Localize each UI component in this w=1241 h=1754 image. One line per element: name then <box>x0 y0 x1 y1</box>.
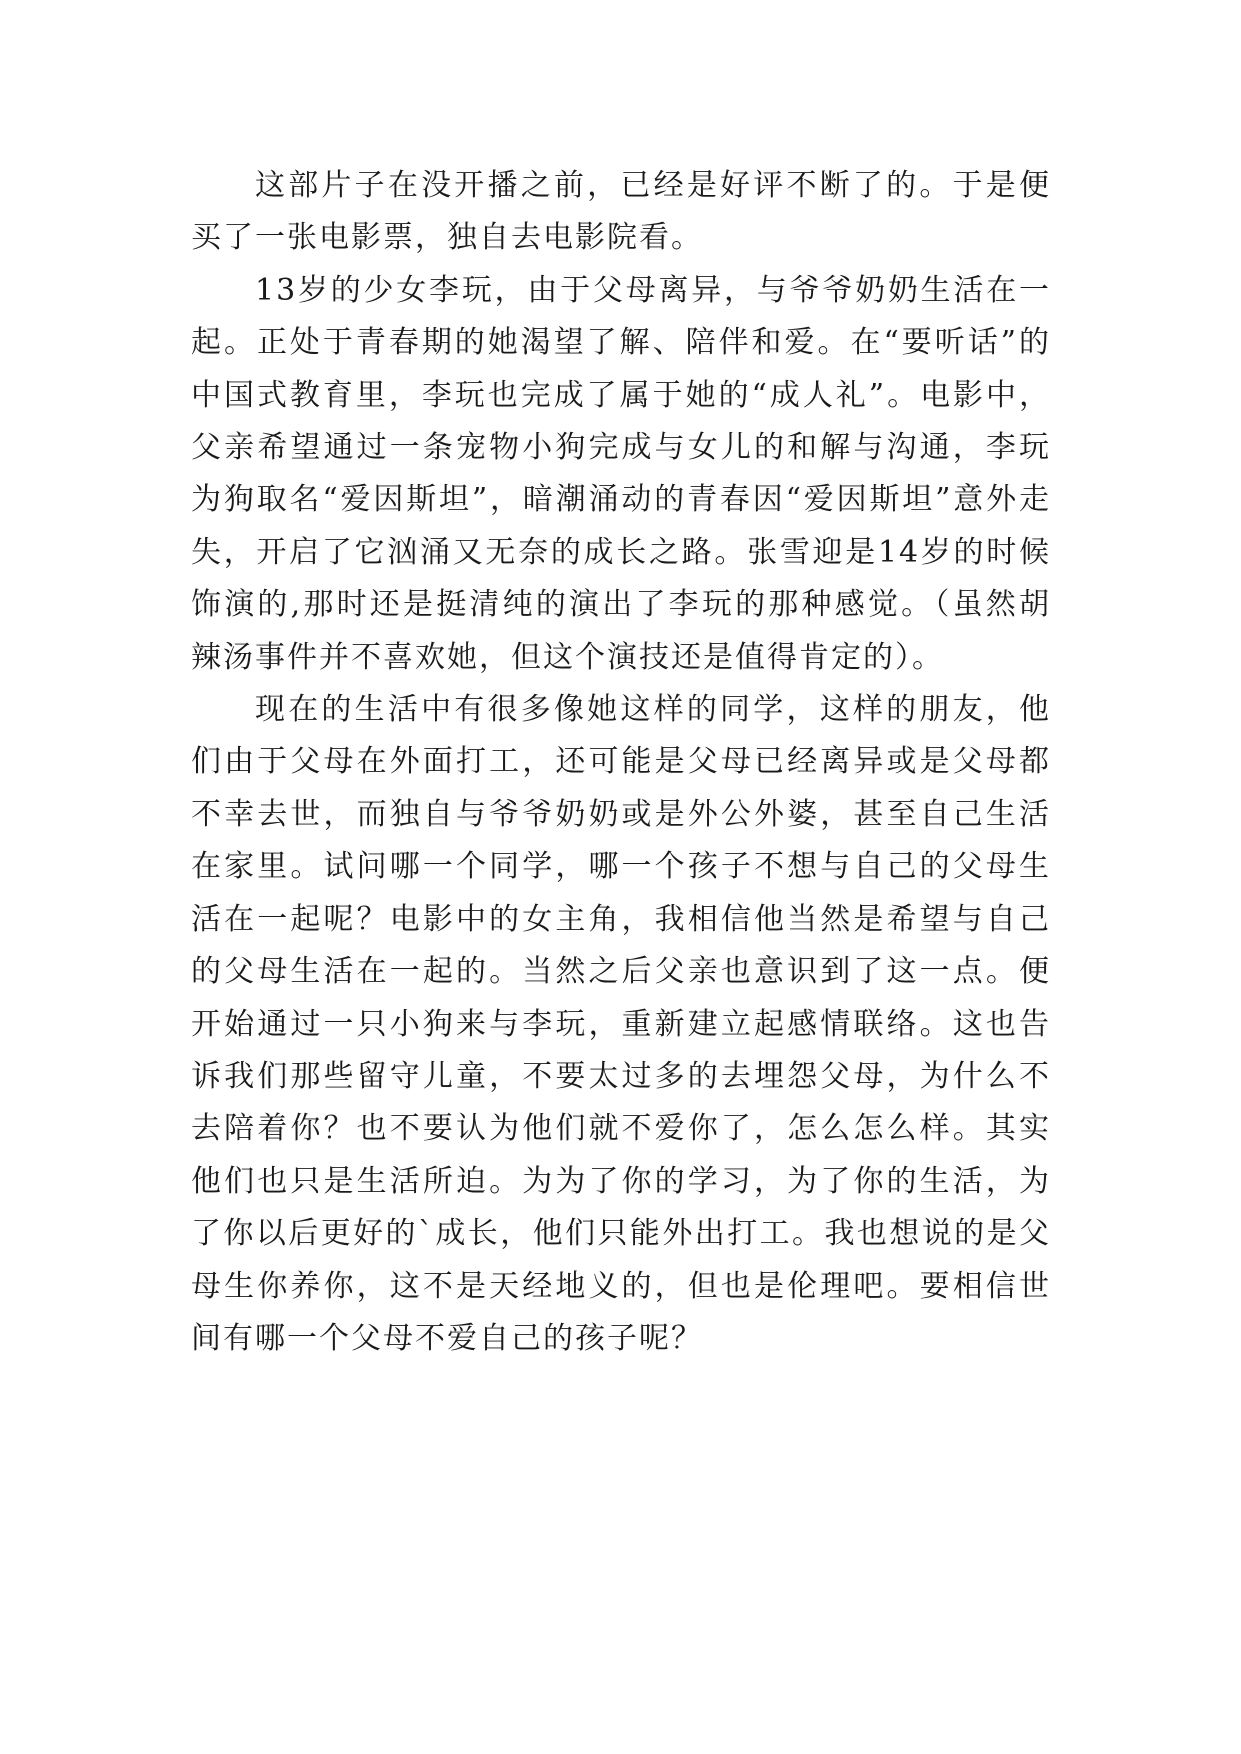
paragraph-reflection: 现在的生活中有很多像她这样的同学，这样的朋友，他们由于父母在外面打工，还可能是父母已经离异或是父母都不幸去世，而独自与爷爷奶奶或是外公外婆，甚至自己生活在家里。试问哪一个同学，哪一个孩子不想与自己的父母生活在一起呢？电影中的女主角，我相信他当然是希望与自己的父母生活在一起的。当然之后父亲也意识到了这一点。便开始通过一只小狗来与李玩，重新建立起感情联络。这也告诉我们那些留守儿童，不要太过多的去埋怨父母，为什么不去陪着你？也不要认为他们就不爱你了，怎么怎么样。其实他们也只是生活所迫。为为了你的学习，为了你的生活，为了你以后更好的`成长，他们只能外出打工。我也想说的是父母生你养你，这不是天经地义的，但也是伦理吧。要相信世间有哪一个父母不爱自己的孩子呢？ <box>191 692 1051 1356</box>
paragraph-intro: 这部片子在没开播之前，已经是好评不断了的。于是便买了一张电影票，独自去电影院看。 <box>191 168 1051 256</box>
paragraph-plot-summary: 13岁的少女李玩，由于父母离异，与爷爷奶奶生活在一起。正处于青春期的她渴望了解、陪伴和爱。在“要听话”的中国式教育里，李玩也完成了属于她的“成人礼”。电影中，父亲希望通过一条宠物小狗完成与女儿的和解与沟通，李玩为狗取名“爱因斯坦”，暗潮涌动的青春因“爱因斯坦”意外走失，开启了它汹涌又无奈的成长之路。张雪迎是14岁的时候饰演的,那时还是挺清纯的演出了李玩的那种感觉。（虽然胡辣汤事件并不喜欢她，但这个演技还是值得肯定的）。 <box>191 272 1051 675</box>
article-body <box>191 160 1051 1365</box>
